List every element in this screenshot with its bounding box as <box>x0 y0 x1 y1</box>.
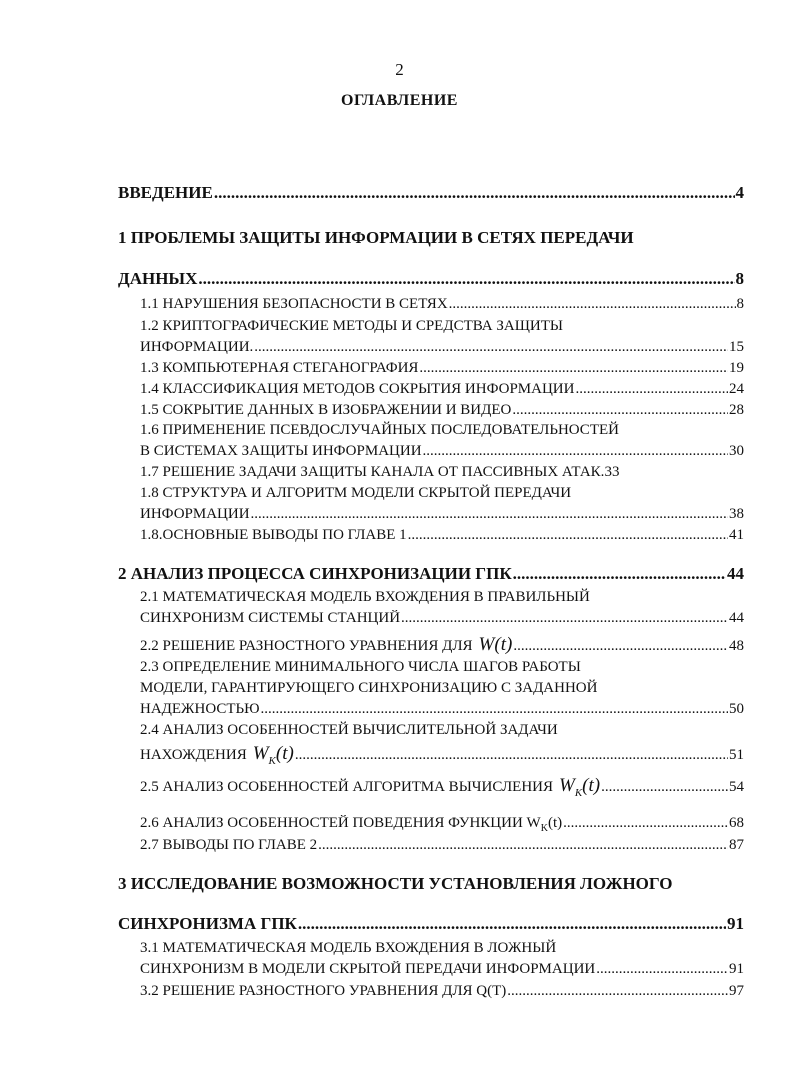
toc-title: ОГЛАВЛЕНИЕ <box>341 92 458 109</box>
leader-dots <box>513 638 728 655</box>
toc-entry-text: 2.2 РЕШЕНИЕ РАЗНОСТНОГО УРАВНЕНИЯ ДЛЯ <box>140 638 473 654</box>
toc-entry-text: НАДЕЖНОСТЬЮ <box>140 701 260 717</box>
leader-dots <box>449 296 736 313</box>
toc-section-2-7 <box>140 837 744 854</box>
toc-page: 44 <box>727 564 744 583</box>
leader-dots <box>419 360 728 377</box>
formula-wk-t: $W_K(t)$ <box>252 743 294 767</box>
toc-page: 91 <box>729 961 744 977</box>
toc-page: 54 <box>729 779 744 795</box>
toc-section-1-8-conclusions <box>140 527 744 544</box>
leader-dots <box>198 269 734 289</box>
toc-section-3-2 <box>140 983 744 1000</box>
toc-page: 51 <box>729 747 744 763</box>
leader-dots <box>512 402 728 419</box>
toc-page: 50 <box>729 701 744 717</box>
toc-chapter-1-line1: 1 ПРОБЛЕМЫ ЗАЩИТЫ ИНФОРМАЦИИ В СЕТЯХ ПЕРЕДАЧИ <box>118 228 634 247</box>
toc-entry-text: СИНХРОНИЗМА ГПК <box>118 914 297 933</box>
toc-page: 41 <box>729 527 744 543</box>
toc-section-2-1-line1: 2.1 МАТЕМАТИЧЕСКАЯ МОДЕЛЬ ВХОЖДЕНИЯ В ПРАВИЛЬНЫЙ <box>140 589 590 605</box>
leader-dots <box>507 983 728 1000</box>
toc-entry-intro <box>118 183 744 203</box>
toc-page: 8 <box>735 269 744 288</box>
toc-section-2-4-line1: 2.4 АНАЛИЗ ОСОБЕННОСТЕЙ ВЫЧИСЛИТЕЛЬНОЙ ЗАДАЧИ <box>140 722 558 738</box>
toc-page: 91 <box>727 914 744 933</box>
leader-dots <box>254 339 728 356</box>
leader-dots <box>423 443 728 460</box>
toc-page: 33 <box>604 464 620 480</box>
leader-dots <box>601 779 728 796</box>
toc-entry-text: 1.1 НАРУШЕНИЯ БЕЗОПАСНОСТИ В СЕТЯХ <box>140 296 448 312</box>
toc-section-2-4 <box>140 743 744 767</box>
toc-entry-text: СИНХРОНИЗМ СИСТЕМЫ СТАНЦИЙ <box>140 610 401 626</box>
toc-chapter-2 <box>118 564 744 584</box>
toc-section-1-2 <box>140 339 744 356</box>
formula-w-t: W(t) <box>478 634 513 655</box>
formula-wk-t: $W_K(t)$ <box>559 775 601 799</box>
toc-entry-text: В СИСТЕМАХ ЗАЩИТЫ ИНФОРМАЦИИ <box>140 443 422 459</box>
toc-section-1-2-line1: 1.2 КРИПТОГРАФИЧЕСКИЕ МЕТОДЫ И СРЕДСТВА ЗАЩИТЫ <box>140 318 563 334</box>
toc-entry-text: НАХОЖДЕНИЯ <box>140 747 247 763</box>
leader-dots <box>318 837 728 854</box>
toc-chapter-3 <box>118 914 744 934</box>
toc-chapter-3-line1: 3 ИССЛЕДОВАНИЕ ВОЗМОЖНОСТИ УСТАНОВЛЕНИЯ ЛОЖНОГО <box>118 874 673 893</box>
toc-page: 87 <box>729 837 744 853</box>
toc-section-1-8-line1: 1.8 СТРУКТУРА И АЛГОРИТМ МОДЕЛИ СКРЫТОЙ ПЕРЕДАЧИ <box>140 485 572 501</box>
toc-page: 97 <box>729 983 744 999</box>
toc-page: 48 <box>729 638 744 654</box>
toc-page: 4 <box>735 183 744 202</box>
toc-page: 30 <box>729 443 744 459</box>
leader-dots <box>251 506 728 523</box>
toc-entry-text: 2.6 АНАЛИЗ ОСОБЕННОСТЕЙ ПОВЕДЕНИЯ ФУНКЦИИ $W_K(t)$ <box>140 815 563 834</box>
leader-dots <box>261 701 728 718</box>
toc-section-2-3-line2: МОДЕЛИ, ГАРАНТИРУЮЩЕГО СИНХРОНИЗАЦИЮ С ЗАДАННОЙ <box>140 680 598 696</box>
toc-section-2-5 <box>140 775 744 799</box>
toc-section-1-8 <box>140 506 744 523</box>
toc-page: 28 <box>729 402 744 418</box>
toc-page: 19 <box>729 360 744 376</box>
leader-dots <box>408 527 728 544</box>
toc-entry-text: ДАННЫХ <box>118 269 198 288</box>
toc-page: 38 <box>729 506 744 522</box>
toc-entry-text: 3.2 РЕШЕНИЕ РАЗНОСТНОГО УРАВНЕНИЯ ДЛЯ Q(T) <box>140 983 507 999</box>
leader-dots <box>298 914 726 934</box>
toc-section-2-3 <box>140 701 744 718</box>
leader-dots <box>513 564 726 584</box>
toc-entry-text: ИНФОРМАЦИИ <box>140 506 250 522</box>
leader-dots <box>563 815 728 832</box>
toc-section-1-4 <box>140 381 744 398</box>
toc-page: 44 <box>729 610 744 626</box>
toc-page: 15 <box>729 339 744 355</box>
toc-entry-text: ИНФОРМАЦИИ. <box>140 339 254 355</box>
toc-entry-text: 1.5 СОКРЫТИЕ ДАННЫХ В ИЗОБРАЖЕНИИ И ВИДЕО <box>140 402 512 418</box>
toc-section-1-6-line1: 1.6 ПРИМЕНЕНИЕ ПСЕВДОСЛУЧАЙНЫХ ПОСЛЕДОВАТЕЛЬНОСТЕЙ <box>140 422 619 438</box>
toc-section-2-3-line1: 2.3 ОПРЕДЕЛЕНИЕ МИНИМАЛЬНОГО ЧИСЛА ШАГОВ РАБОТЫ <box>140 659 581 675</box>
toc-page: 8 <box>736 296 744 312</box>
toc-section-1-3 <box>140 360 744 377</box>
leader-dots <box>295 747 728 764</box>
leader-dots <box>401 610 728 627</box>
leader-dots <box>214 183 735 203</box>
toc-entry-text: СИНХРОНИЗМ В МОДЕЛИ СКРЫТОЙ ПЕРЕДАЧИ ИНФОРМАЦИИ <box>140 961 596 977</box>
toc-section-1-6 <box>140 443 744 460</box>
toc-section-2-1 <box>140 610 744 627</box>
toc-section-2-2 <box>140 634 744 656</box>
toc-section-1-5 <box>140 402 744 419</box>
toc-entry-text: 2.5 АНАЛИЗ ОСОБЕННОСТЕЙ АЛГОРИТМА ВЫЧИСЛЕНИЯ <box>140 779 553 795</box>
toc-entry-text: 1.7 РЕШЕНИЕ ЗАДАЧИ ЗАЩИТЫ КАНАЛА ОТ ПАССИВНЫХ АТАК. <box>140 464 605 480</box>
toc-entry-text: 2.7 ВЫВОДЫ ПО ГЛАВЕ 2 <box>140 837 318 853</box>
toc-section-1-1 <box>140 296 744 313</box>
toc-section-3-1 <box>140 961 744 978</box>
toc-section-2-6 <box>140 815 744 834</box>
toc-entry-text: 1.4 КЛАССИФИКАЦИЯ МЕТОДОВ СОКРЫТИЯ ИНФОРМАЦИИ <box>140 381 575 397</box>
toc-entry-text: 1.3 КОМПЬЮТЕРНАЯ СТЕГАНОГРАФИЯ <box>140 360 419 376</box>
toc-entry-text: 1.8.ОСНОВНЫЕ ВЫВОДЫ ПО ГЛАВЕ 1 <box>140 527 407 543</box>
toc-entry-text: 2 АНАЛИЗ ПРОЦЕССА СИНХРОНИЗАЦИИ ГПК <box>118 564 512 583</box>
toc-page: 68 <box>729 815 744 831</box>
toc-entry-text: ВВЕДЕНИЕ <box>118 183 213 202</box>
leader-dots <box>596 961 728 978</box>
toc-page: 24 <box>729 381 744 397</box>
toc-section-1-7 <box>140 464 744 481</box>
page-number: 2 <box>395 60 404 79</box>
toc-chapter-1 <box>118 269 744 289</box>
toc-section-3-1-line1: 3.1 МАТЕМАТИЧЕСКАЯ МОДЕЛЬ ВХОЖДЕНИЯ В ЛОЖНЫЙ <box>140 940 557 956</box>
leader-dots <box>575 381 728 398</box>
